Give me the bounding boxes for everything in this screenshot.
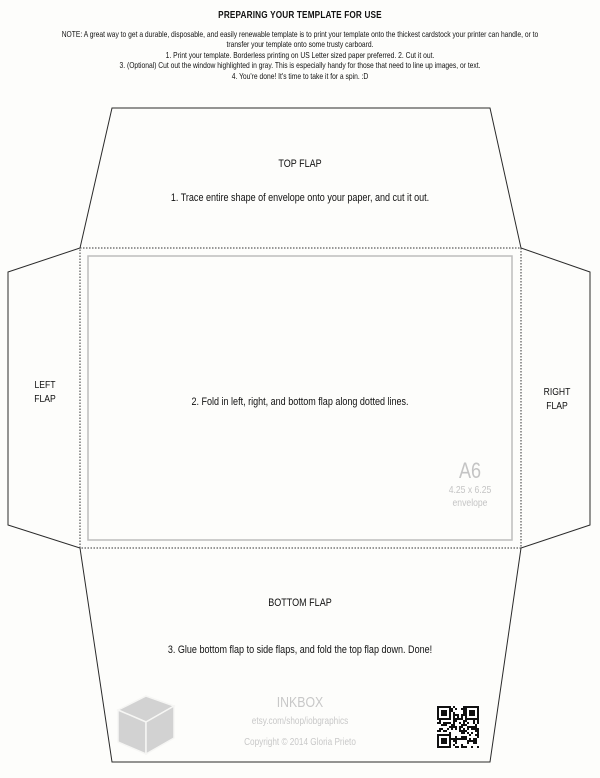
step-line-1-2: 1. Print your template. Borderless printing on US Letter sized paper preferred. 2. Cut it out.	[165, 50, 435, 60]
envelope-outline	[8, 108, 590, 762]
note-line-1: NOTE: A great way to get a durable, disposable, and easily renewable template is to print your template onto the thickest cardstock your printer can handle, or to	[61, 30, 539, 39]
cube-logo-icon	[118, 696, 174, 754]
brand-url[interactable]: etsy.com/shop/iobgraphics	[251, 716, 349, 727]
envelope-size-badge	[430, 458, 510, 510]
top-flap-instruction: 1. Trace entire shape of envelope onto your paper, and cut it out.	[170, 192, 430, 204]
bottom-flap-instruction: 3. Glue bottom flap to side flaps, and fold the top flap down. Done!	[167, 644, 433, 656]
qr-code-icon	[436, 705, 480, 749]
step-line-3: 3. (Optional) Cut out the window highlighted in gray. This is especially handy for those that need to line up images, or text.	[119, 61, 481, 71]
brand-name: INKBOX	[276, 694, 324, 711]
envelope-dimensions: 4.25 x 6.25	[448, 484, 492, 496]
page-title: PREPARING YOUR TEMPLATE FOR USE	[218, 10, 382, 21]
top-flap-label: TOP FLAP	[278, 158, 322, 170]
bottom-flap-label: BOTTOM FLAP	[268, 597, 332, 609]
note-line-2: transfer your template onto some trusty carboard.	[226, 40, 374, 50]
envelope-size-name: A6	[458, 458, 482, 483]
fold-instruction: 2. Fold in left, right, and bottom flap along dotted lines.	[191, 396, 409, 408]
envelope-type: envelope	[452, 497, 488, 509]
copyright-text: Copyright © 2014 Gloria Prieto	[244, 737, 356, 748]
step-line-4: 4. You're done! It's time to take it for a spin. :D	[231, 71, 369, 81]
right-flap-label: RIGHT FLAP	[543, 386, 571, 412]
left-flap-label: LEFT FLAP	[34, 379, 56, 405]
